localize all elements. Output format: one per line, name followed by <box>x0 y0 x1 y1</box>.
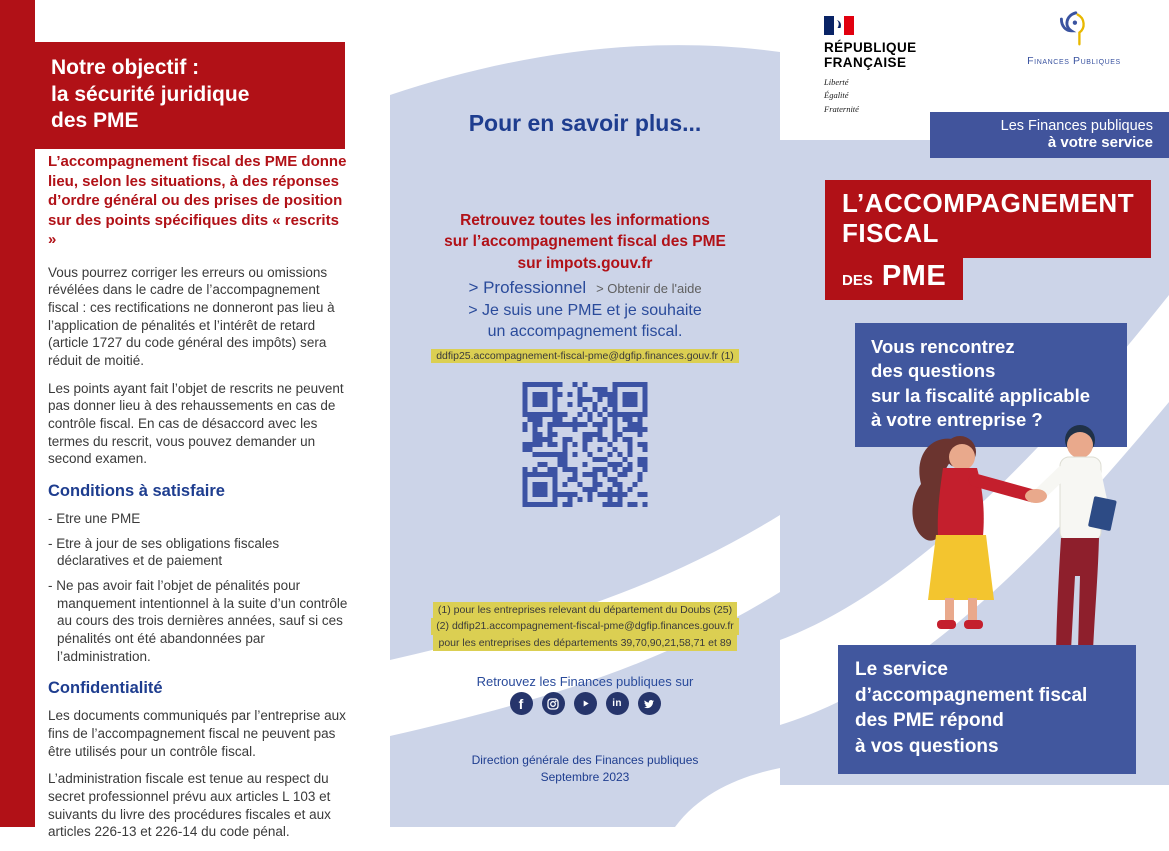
french-flag-icon <box>824 16 854 35</box>
bird-glyph <box>643 698 655 710</box>
play-glyph <box>580 698 591 709</box>
info-statement <box>390 210 780 274</box>
contact-email[interactable]: ddfip25.accompagnement-fiscal-pme@dgfip.finances.gouv.fr (1) <box>431 349 739 363</box>
left-red-strip <box>0 0 35 827</box>
main-title-line-2: FISCAL <box>842 218 939 249</box>
link-pme-line-2: un accompagnement fiscal. <box>487 322 683 340</box>
main-title-pme-box <box>825 258 963 300</box>
republique-motto: Liberté Égalité Fraternité <box>824 77 859 114</box>
youtube-icon[interactable] <box>574 692 597 715</box>
confidentiality-paragraph-2: L’administration fiscale est tenue au respect du secret professionnel prévu aux articles L 103 et suivants du livre des procédures fiscales et aux articles 226-13 et 226-14 du code pénal. <box>48 771 331 840</box>
publisher-name: Direction générale des Finances publiques <box>471 753 699 767</box>
info-line-2: sur l’accompagnement fiscal des PME <box>444 233 726 251</box>
question-box: Vous rencontrez des questions sur la fiscalité applicable à votre entreprise ? <box>855 323 1127 447</box>
info-line-1: Retrouvez toutes les informations <box>460 212 710 229</box>
main-title-box <box>825 180 1151 258</box>
confidentiality-paragraph-1: Les documents communiqués par l’entreprise aux fins de l’accompagnement fiscal ne peuvent pas être utilisés pour un contrôle fiscal. <box>48 708 346 759</box>
left-title-line-1: Notre objectif : <box>51 56 200 79</box>
link-obtenir-aide: > Obtenir de l'aide <box>596 281 702 296</box>
intro-paragraph: L’accompagnement fiscal des PME donne lieu, selon les situations, à des réponses d’ordre général ou des prises de position sur des points spécifiques dits « rescrits » <box>48 153 347 248</box>
republique-text-1: RÉPUBLIQUE <box>824 40 917 55</box>
finances-publiques-logo <box>1015 10 1133 67</box>
answer-box: Le service d’accompagnement fiscal des PME répond à vos questions <box>838 645 1136 774</box>
middle-title: Pour en savoir plus... <box>468 110 702 136</box>
middle-panel <box>390 0 780 827</box>
info-line-3: sur impots.gouv.fr <box>517 254 653 272</box>
social-icons-row <box>390 692 780 715</box>
instagram-icon[interactable] <box>542 692 565 715</box>
left-title-box <box>35 42 345 149</box>
footnote-line-2: (2) ddfip21.accompagnement-fiscal-pme@dgfip.finances.gouv.fr <box>431 618 739 634</box>
contact-email-row <box>390 346 780 364</box>
publisher-footer <box>390 752 780 787</box>
footnote-line-1: (1) pour les entreprises relevant du département du Doubs (25) <box>433 602 737 618</box>
footnote-line-3: pour les entreprises des départements 39,70,90,21,58,71 et 89 <box>433 635 736 651</box>
left-title-line-3: des PME <box>51 109 139 133</box>
republique-francaise-logo <box>824 16 917 116</box>
condition-bullet-1: - Etre une PME <box>48 510 141 526</box>
main-title-line-1: L’ACCOMPAGNEMENT <box>842 188 1135 218</box>
right-panel <box>780 0 1169 827</box>
republique-text-2: FRANÇAISE <box>824 55 907 71</box>
main-title <box>825 180 1151 300</box>
link-pme <box>390 301 780 343</box>
social-label: Retrouvez les Finances publiques sur <box>476 674 694 689</box>
publication-date: Septembre 2023 <box>540 770 630 785</box>
confidentiality-heading: Confidentialité <box>48 679 163 698</box>
service-banner-line-1: Les Finances publiques <box>1000 118 1153 134</box>
finances-publiques-text: Finances Publiques <box>1027 55 1121 67</box>
body-paragraph-1: Vous pourrez corriger les erreurs ou omissions révélées dans le cadre de l’accompagnement fiscal : ces rectifications ne donneront pas lieu à l’application de pénalités et l’intérêt de retard (article 1727 du code général des impôts) sera réduit de moitié. <box>48 264 335 368</box>
service-banner-line-2: à votre service <box>1047 134 1153 151</box>
left-content <box>48 152 351 851</box>
main-title-pme: PME <box>881 259 947 292</box>
finances-publiques-glyph-icon <box>1056 10 1092 48</box>
body-paragraph-2: Les points ayant fait l’objet de rescrits ne peuvent pas donner lieu à des rehaussements en cas de contrôle fiscal. En cas de désaccord avec les termes du rescrit, vous pouvez demander un second examen. <box>48 380 344 467</box>
conditions-heading: Conditions à satisfaire <box>48 481 225 500</box>
service-banner <box>930 112 1169 158</box>
facebook-icon[interactable]: f <box>510 692 533 715</box>
link-professionnel: > Professionnel <box>468 278 587 297</box>
left-title-line-2: la sécurité juridique <box>51 82 250 106</box>
twitter-icon[interactable] <box>638 692 661 715</box>
linkedin-icon[interactable]: in <box>606 692 629 715</box>
instagram-glyph <box>547 698 559 710</box>
footnotes <box>390 602 780 651</box>
condition-bullet-3: - Ne pas avoir fait l’objet de pénalités pour manquement intentionnel à la suite d’un contrôle au cours des trois dernières années, sauf si ces pénalités ont été abandonnées par l’administration. <box>48 577 348 664</box>
site-path <box>390 278 780 298</box>
main-title-des: DES <box>842 271 873 289</box>
condition-bullet-2: - Etre à jour de ses obligations fiscales déclaratives et de paiement <box>48 535 280 569</box>
link-pme-line-1: > Je suis une PME et je souhaite <box>468 302 702 319</box>
qr-code[interactable] <box>523 382 648 507</box>
